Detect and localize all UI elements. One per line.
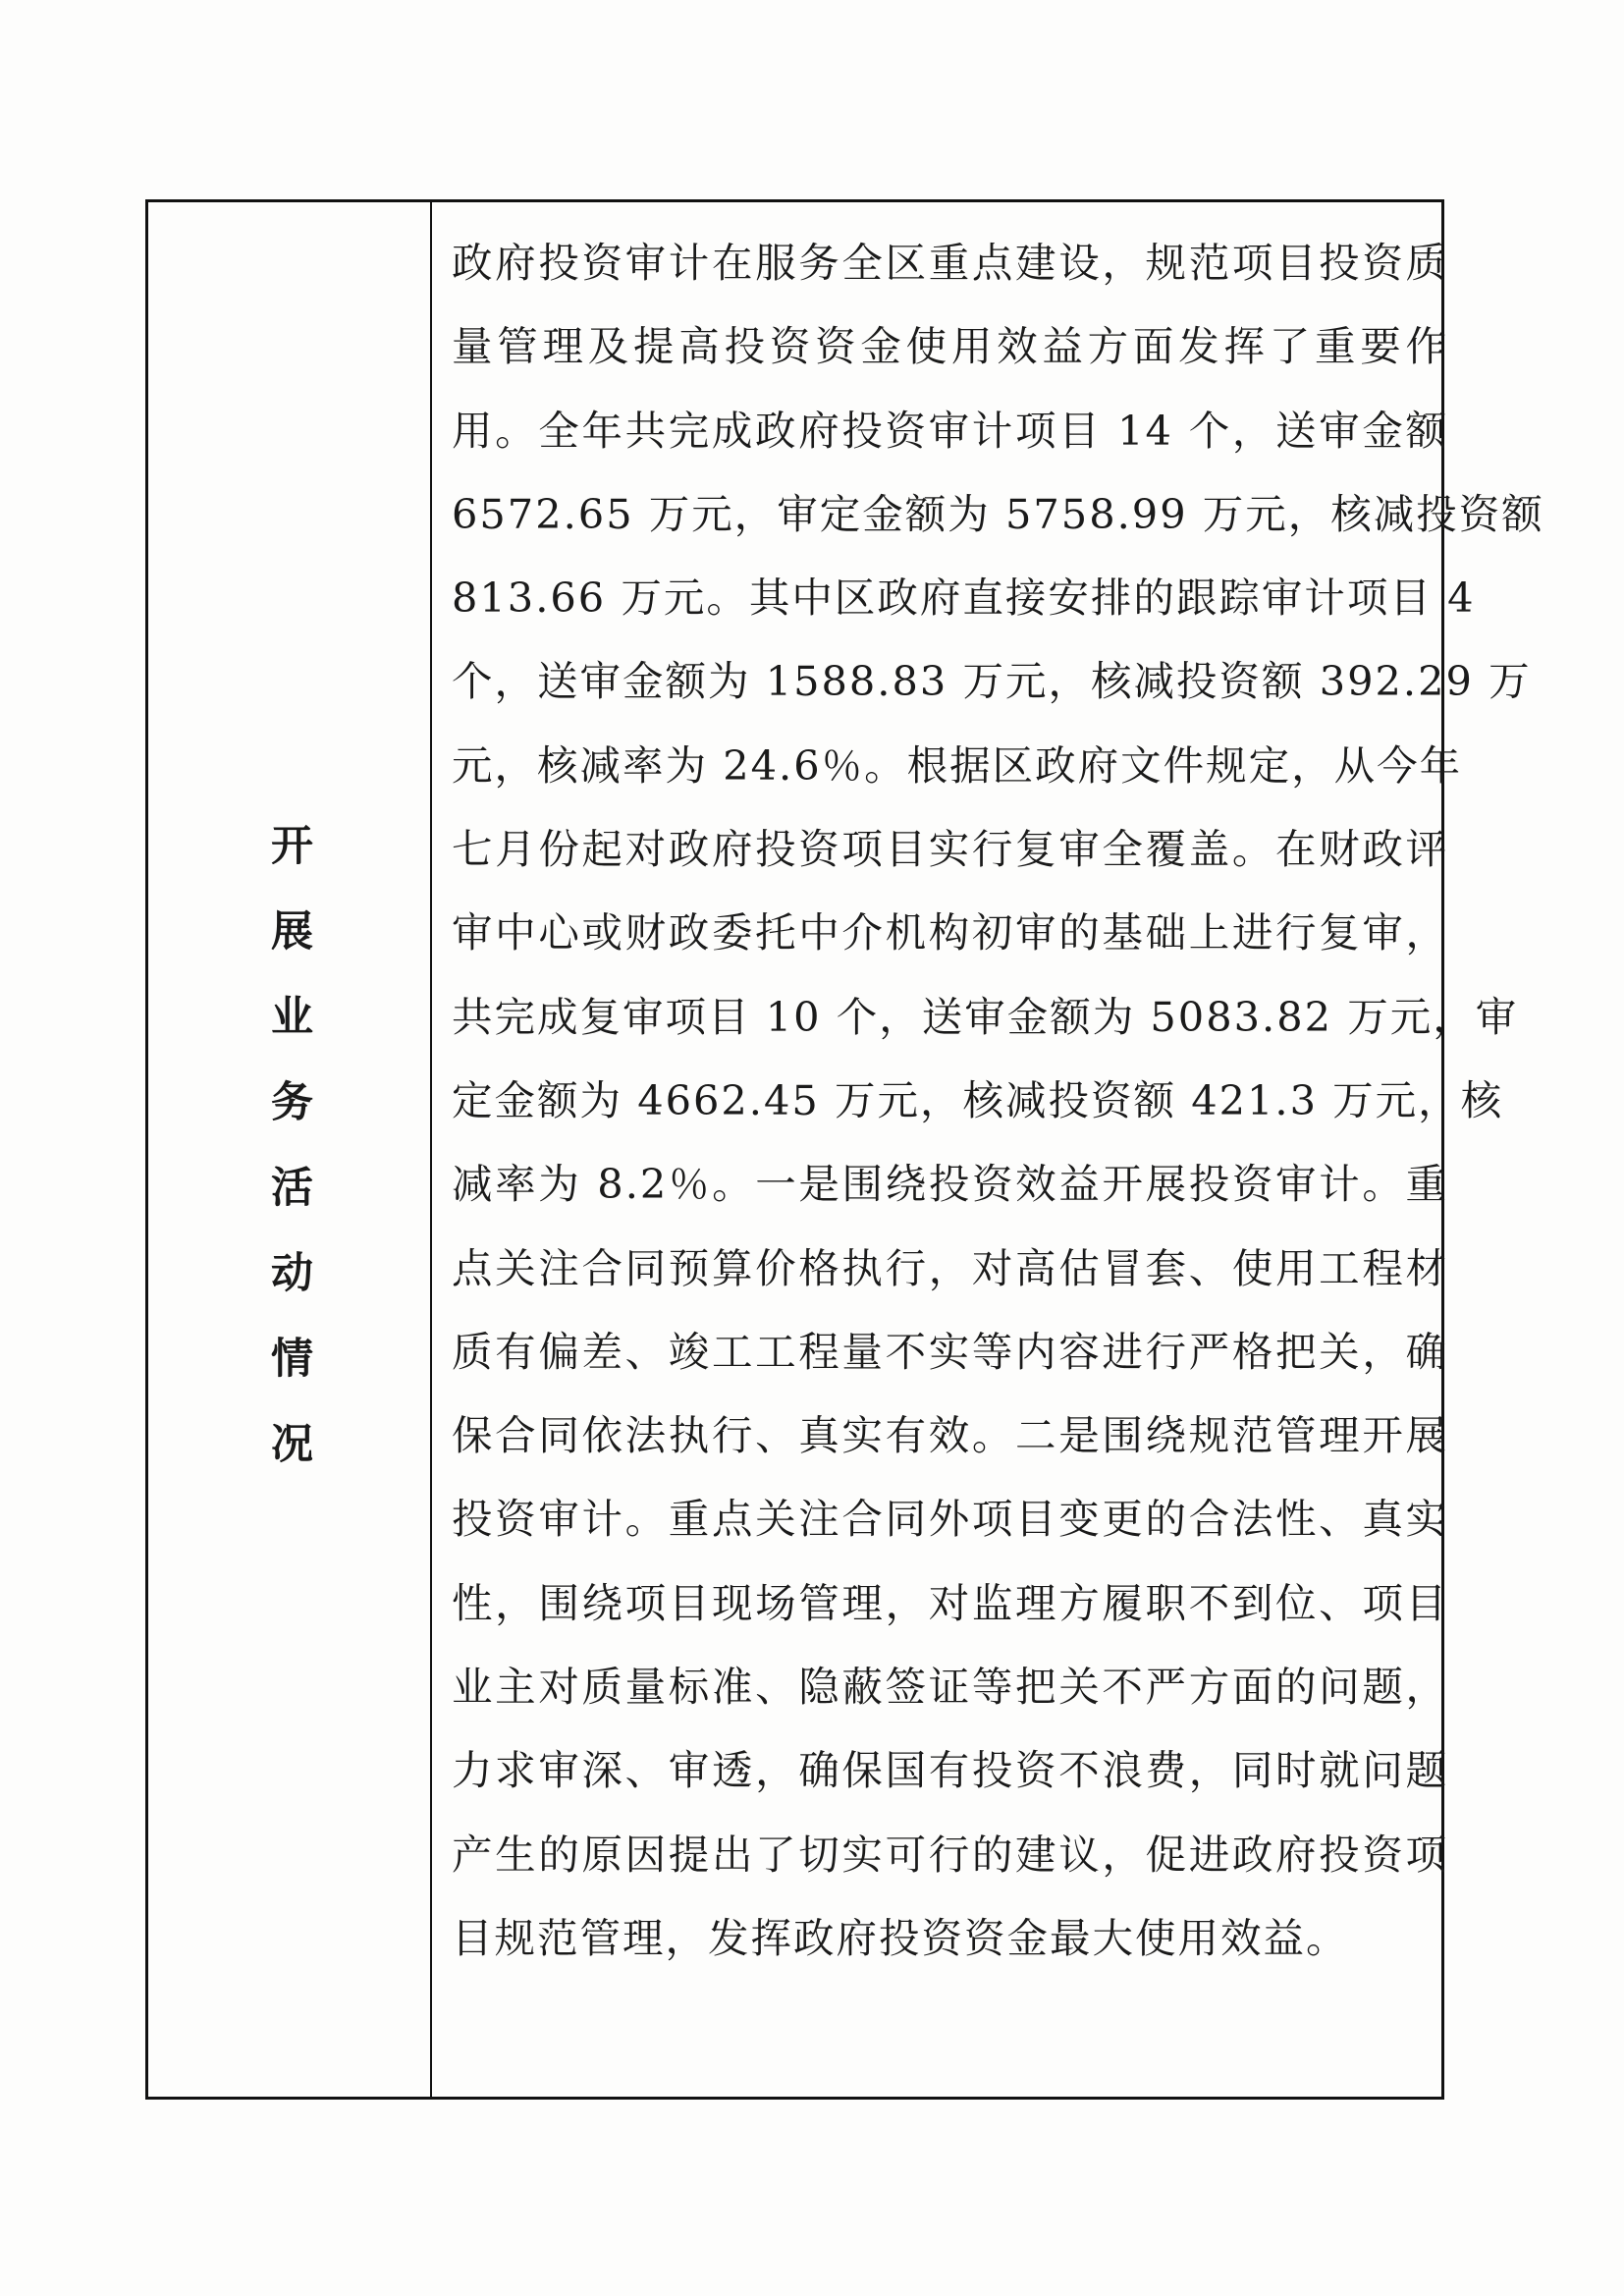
content-line: 6572.65 万元，审定金额为 5758.99 万元，核减投资额 bbox=[452, 489, 1544, 538]
content-line: 元，核减率为 24.6％。根据区政府文件规定，从今年 bbox=[452, 740, 1463, 790]
content-line: 用。全年共完成政府投资审计项目 14 个，送审金额 bbox=[452, 406, 1448, 455]
content-line: 政府投资审计在服务全区重点建设，规范项目投资质 bbox=[452, 239, 1448, 287]
content-line: 业主对质量标准、隐蔽签证等把关不严方面的问题， bbox=[452, 1663, 1448, 1712]
content-line: 审中心或财政委托中介机构初审的基础上进行复审， bbox=[452, 908, 1448, 957]
content-line: 力求审深、审透，确保国有投资不浪费，同时就问题 bbox=[452, 1746, 1448, 1795]
content-line: 量管理及提高投资资金使用效益方面发挥了重要作 bbox=[452, 322, 1448, 371]
content-line: 投资审计。重点关注合同外项目变更的合法性、真实 bbox=[452, 1495, 1448, 1544]
content-line: 性，围绕项目现场管理，对监理方履职不到位、项目 bbox=[452, 1578, 1448, 1627]
section-label: 开展业务活动情况 bbox=[264, 822, 313, 1506]
content-cell bbox=[452, 221, 1544, 1980]
content-line: 定金额为 4662.45 万元，核减投资额 421.3 万元，核 bbox=[452, 1075, 1504, 1124]
content-line: 保合同依法执行、真实有效。二是围绕规范管理开展 bbox=[452, 1411, 1448, 1460]
content-line: 质有偏差、竣工工程量不实等内容进行严格把关，确 bbox=[452, 1327, 1448, 1376]
content-line: 个，送审金额为 1588.83 万元，核减投资额 392.29 万 bbox=[452, 657, 1532, 706]
label-cell bbox=[148, 202, 432, 2097]
content-line: 813.66 万元。其中区政府直接安排的跟踪审计项目 4 bbox=[452, 574, 1476, 623]
content-line: 目规范管理，发挥政府投资资金最大使用效益。 bbox=[452, 1913, 1349, 1962]
content-line: 减率为 8.2％。一是围绕投资效益开展投资审计。重 bbox=[452, 1160, 1448, 1209]
content-line: 七月份起对政府投资项目实行复审全覆盖。在财政评 bbox=[452, 825, 1448, 874]
content-line: 点关注合同预算价格执行，对高估冒套、使用工程材 bbox=[452, 1243, 1448, 1292]
content-line: 产生的原因提出了切实可行的建议，促进政府投资项 bbox=[452, 1830, 1448, 1879]
content-line: 共完成复审项目 10 个，送审金额为 5083.82 万元，审 bbox=[452, 992, 1519, 1041]
